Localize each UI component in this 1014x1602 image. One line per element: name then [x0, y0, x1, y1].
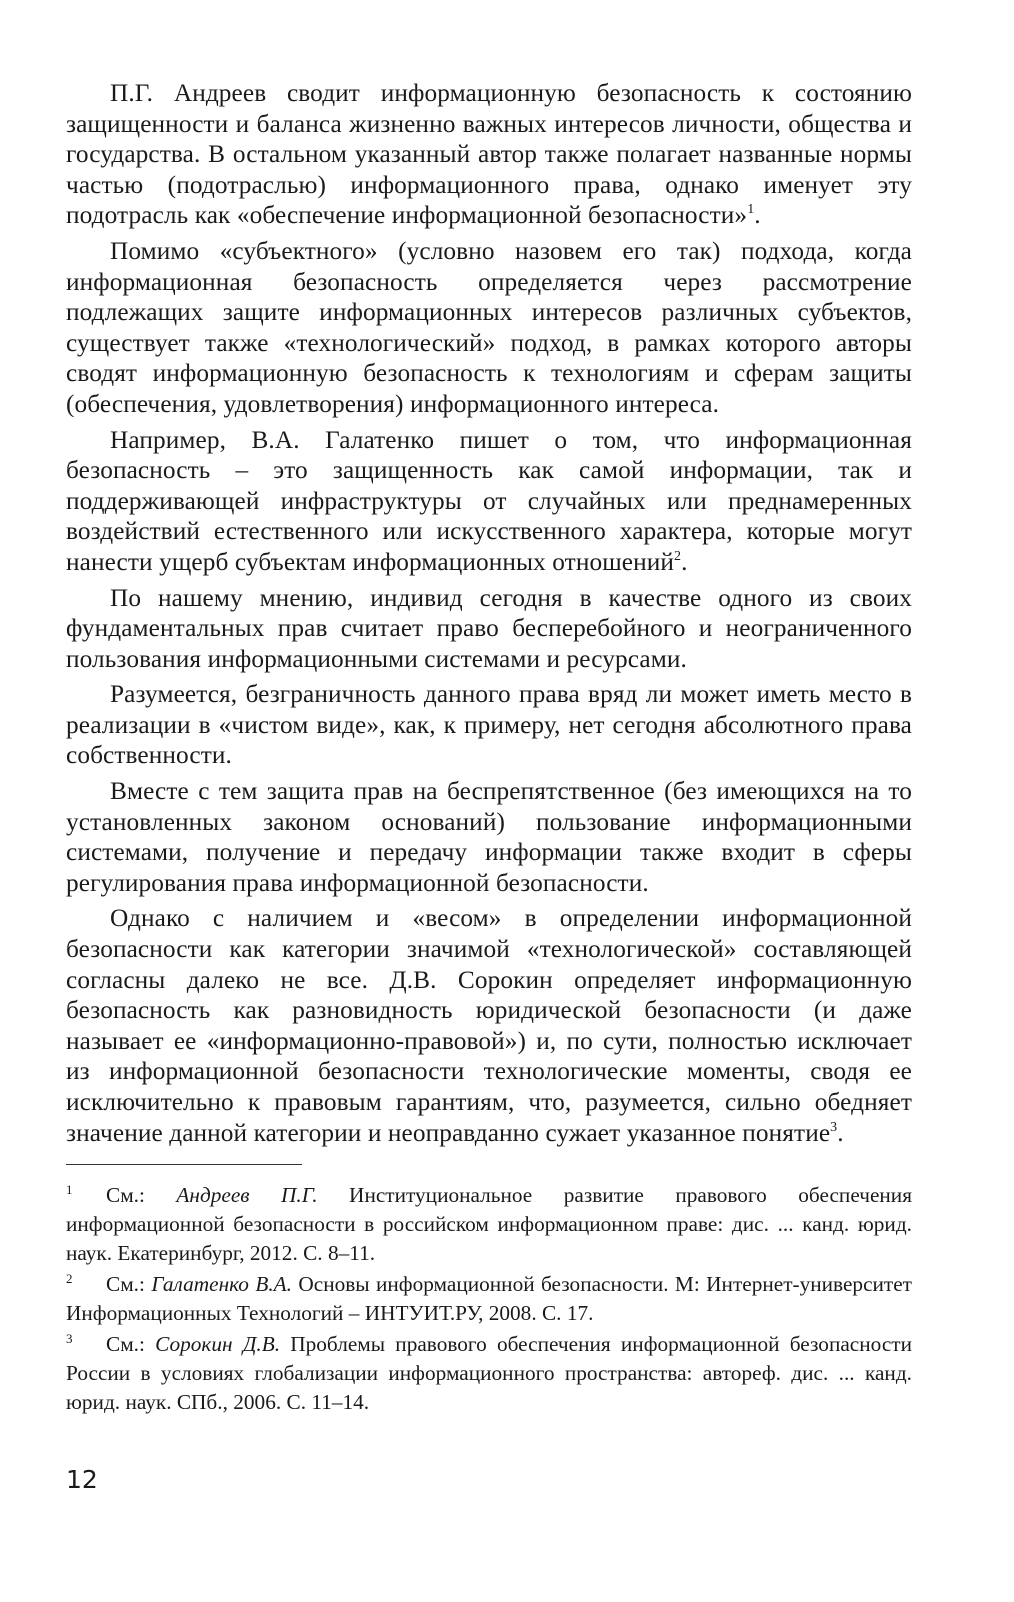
footnote-ref: 1 — [747, 202, 755, 218]
paragraph-text: Вместе с тем защита прав на беспрепятственное (без имеющихся на то установленных законом оснований) пользование информационными системами, получение и передачу информации также входит в сферы регулирования права информационной безопасности. — [66, 777, 912, 897]
paragraph — [66, 78, 912, 231]
paragraph-text: Разумеется, безграничность данного права вряд ли может иметь место в реализации в «чистом виде», как, к примеру, нет сегодня абсолютного права собственности. — [66, 680, 912, 770]
footnote-text — [66, 1330, 912, 1417]
paragraph-text: По нашему мнению, индивид сегодня в качестве одного из своих фундаментальных прав считает право бесперебойного и неограниченного пользования информационными системами и ресурсами. — [66, 583, 912, 673]
footnote-prefix: См.: — [106, 1272, 152, 1297]
paragraph-tail: . — [837, 1118, 844, 1147]
footnote-body: Основы информационной безопасности. М: Интернет-университет Информационных Технологий – ИНТУИТ.РУ, 2008. С. 17. — [66, 1272, 912, 1326]
footnote-ref: 3 — [830, 1119, 838, 1135]
footnote-ref: 2 — [674, 548, 682, 564]
paragraph — [66, 583, 912, 675]
footnote-author: Галатенко В.А. — [151, 1272, 292, 1297]
footnote-mark: 1 — [66, 1182, 73, 1198]
paragraph — [66, 903, 912, 1148]
page-content — [66, 78, 912, 1419]
footnote — [66, 1330, 912, 1417]
footnotes — [66, 1181, 912, 1417]
footnote-author: Сорокин Д.В. — [155, 1332, 281, 1357]
footnote-body: Институциональное развитие правового обеспечения информационной безопасности в российском информационном праве: дис. ... канд. юрид. наук. Екатеринбург, 2012. С. 8–11. — [66, 1183, 912, 1266]
footnote-mark: 2 — [66, 1271, 73, 1287]
paragraph-tail: . — [754, 201, 761, 230]
paragraph-tail: . — [681, 547, 688, 576]
paragraph — [66, 776, 912, 898]
page-number: 12 — [66, 1465, 98, 1494]
footnote-prefix: См.: — [106, 1332, 156, 1357]
footnote — [66, 1270, 912, 1328]
footnote-author: Андреев П.Г. — [176, 1183, 318, 1208]
footnote-body: Проблемы правового обеспечения информационной безопасности России в условиях глобализации информационного пространства: автореф. дис. ... канд. юрид. наук. СПб., 2006. С. 11–14. — [66, 1332, 912, 1415]
footnote-prefix: См.: — [106, 1183, 177, 1208]
footnote-text — [66, 1270, 912, 1328]
paragraph-text: П.Г. Андреев сводит информационную безопасность к состоянию защищенности и баланса жизненно важных интересов личности, общества и государства. В остальном указанный автор также полагает названные нормы частью (подотраслью) информационного права, однако именует эту подотрасль как «обеспечение информационной безопасности» — [66, 79, 912, 230]
paragraph-text: Помимо «субъектного» (условно назовем его так) подхода, когда информационная безопасность определяется через рассмотрение подлежащих защите информационных интересов различных субъектов, существует также «технологический» подход, в рамках которого авторы сводят информационную безопасность к технологиям и сферам защиты (обеспечения, удовлетворения) информационного интереса. — [66, 236, 912, 418]
paragraph-text: Например, В.А. Галатенко пишет о том, что информационная безопасность – это защищенность как самой информации, так и поддерживающей инфраструктуры от случайных или преднамеренных воздействий естественного или искусственного характера, которые могут нанести ущерб субъектам информационных отношений — [66, 425, 912, 576]
paragraph — [66, 679, 912, 771]
paragraph — [66, 425, 912, 578]
footnote — [66, 1181, 912, 1268]
paragraph — [66, 236, 912, 420]
footnote-text — [66, 1181, 912, 1268]
paragraph-text: Однако с наличием и «весом» в определении информационной безопасности как категории значимой «технологической» составляющей согласны далеко не все. Д.В. Сорокин определяет информационную безопасность как разновидность юридической безопасности (и даже называет ее «информационно-правовой») и, по сути, полностью исключает из информационной безопасности технологические моменты, сводя ее исключительно к правовым гарантиям, что, разумеется, сильно обедняет значение данной категории и неоправданно сужает указанное понятие — [66, 904, 912, 1147]
body-text — [66, 78, 912, 1148]
footnote-mark: 3 — [66, 1331, 73, 1347]
footnote-separator — [66, 1164, 302, 1165]
